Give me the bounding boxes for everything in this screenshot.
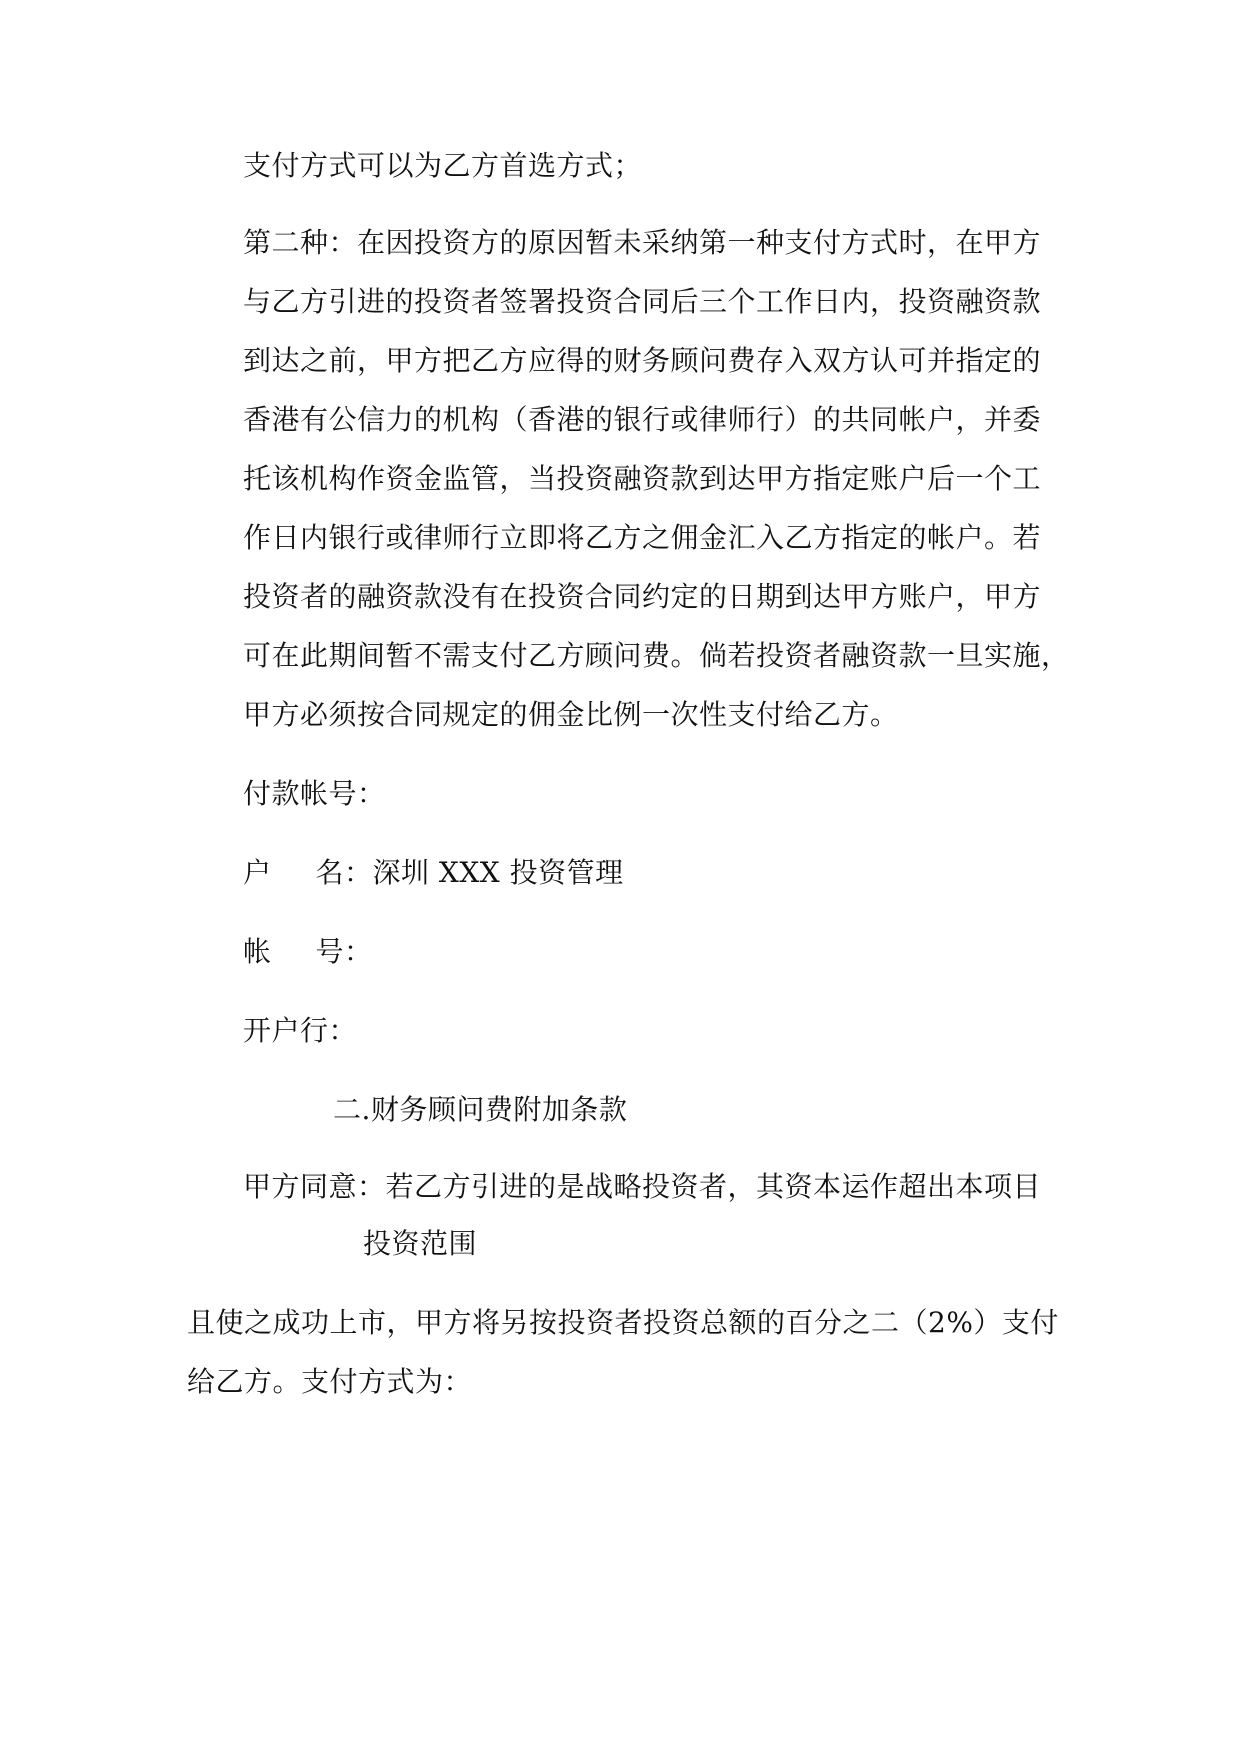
bank-row: 开户行： [243,1014,358,1047]
paragraph-line: 投资者的融资款没有在投资合同约定的日期到达甲方账户，甲方 [243,580,1042,613]
closing-line: 给乙方。支付方式为： [187,1365,473,1398]
paragraph-line: 可在此期间暂不需支付乙方顾问费。倘若投资者融资款一旦实施， [243,639,1070,672]
account-number-row [243,932,373,972]
account-name-label-b: 名： [315,856,373,889]
paragraph-line: 第二种：在因投资方的原因暂未采纳第一种支付方式时，在甲方 [243,226,1042,259]
account-name-value: 深圳 XXX 投资管理 [372,856,624,889]
paragraph-line: 甲方必须按合同规定的佣金比例一次性支付给乙方。 [243,698,899,731]
section-heading: 二.财务顾问费附加条款 [333,1093,628,1126]
clause-line: 投资范围 [363,1227,478,1260]
account-name-label-a: 户 [243,856,272,889]
paragraph-line: 托该机构作资金监管，当投资融资款到达甲方指定账户后一个工 [243,462,1042,495]
account-number-label-b: 号： [315,935,373,968]
account-name-row [243,853,624,893]
paragraph-line: 作日内银行或律师行立即将乙方之佣金汇入乙方指定的帐户。若 [243,521,1042,554]
paragraph-payment-preference: 支付方式可以为乙方首选方式； [243,149,643,182]
clause-line: 甲方同意：若乙方引进的是战略投资者，其资本运作超出本项目 [243,1170,1042,1203]
account-number-label-a: 帐 [243,935,272,968]
payment-account-title: 付款帐号： [243,777,386,810]
closing-line: 且使之成功上市，甲方将另按投资者投资总额的百分之二（2%）支付 [187,1306,1059,1339]
paragraph-line: 到达之前，甲方把乙方应得的财务顾问费存入双方认可并指定的 [243,344,1042,377]
paragraph-line: 香港有公信力的机构（香港的银行或律师行）的共同帐户，并委 [243,403,1042,436]
paragraph-line: 与乙方引进的投资者签署投资合同后三个工作日内，投资融资款 [243,285,1042,318]
